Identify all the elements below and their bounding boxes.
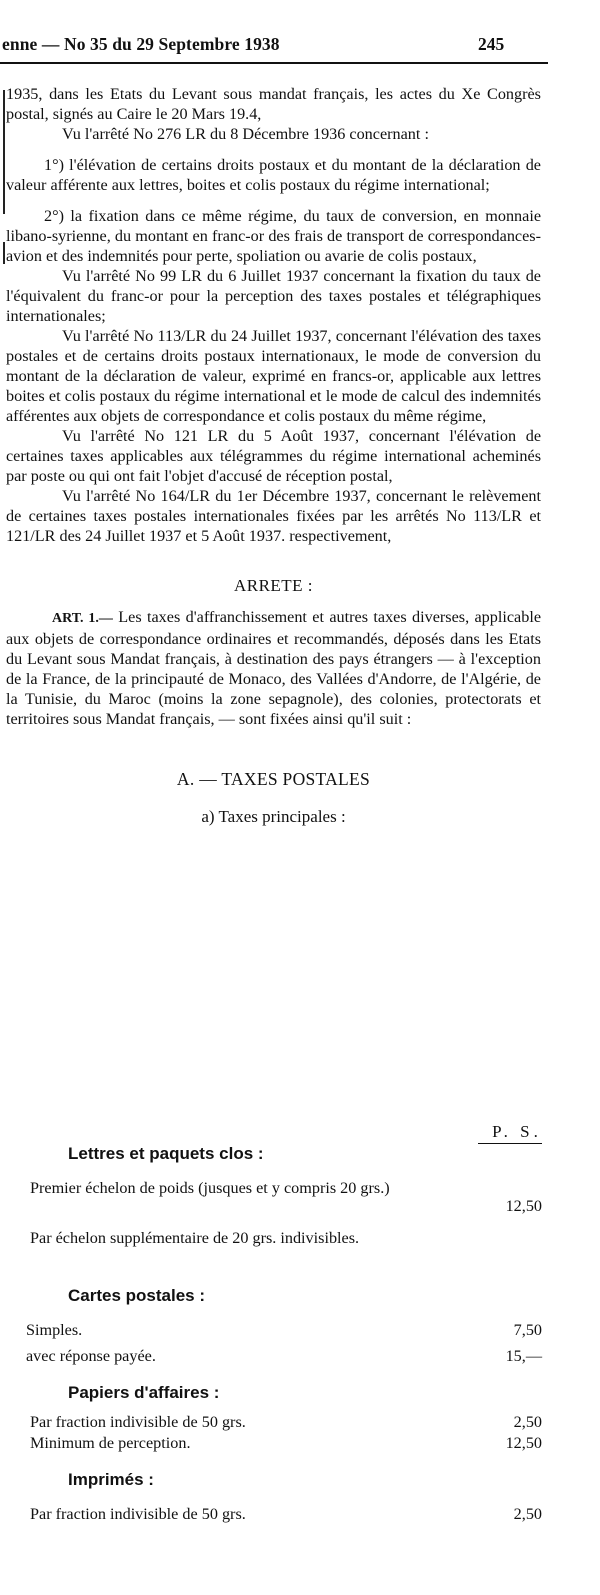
row-value: 7,50 — [513, 1321, 542, 1339]
row-value: 12,50 — [505, 1197, 542, 1215]
subsection-heading: a) Taxes principales : — [201, 807, 346, 826]
group-heading: Cartes postales : — [68, 1286, 205, 1305]
row-value: 2,50 — [513, 1413, 542, 1431]
margin-bar — [3, 242, 5, 264]
paragraph-item-1: 1°) l'élévation de certains droits postaux et du montant de la déclaration de valeur afférente aux lettres, boites et colis postaux du régime international; — [6, 156, 541, 194]
page-header — [0, 28, 548, 64]
section-heading: A. — TAXES POSTALES — [176, 769, 371, 789]
unit-column-header: P. S. — [492, 1122, 542, 1141]
row-label: Minimum de perception. — [30, 1434, 191, 1452]
row-label: Par échelon supplémentaire de 20 grs. indivisibles. — [30, 1229, 360, 1247]
paragraph-item-2: 2°) la fixation dans ce même régime, du taux de conversion, en monnaie libano-syrienne, du montant en franc-or des frais de transport de correspondances-avion et des indemnités pour perte, spoliation ou avarie de colis postaux, — [6, 207, 541, 265]
group-heading: Lettres et paquets clos : — [68, 1144, 264, 1163]
article-text: Les taxes d'affranchissement et autres taxes diverses, applicable aux objets de correspondance ordinaires et recommandés, déposés dans les Etats du Levant sous Mandat français, à destination des pays étrangers — à l'exception de la France, de la principauté de Monaco, des Vallées d'Andorre, de l'Algérie, de la Tunisie, du Maroc (moins la zone sepagnole), des colonies, protectorats et territoires sous Mandat français, — sont fixées ainsi qu'il suit : — [6, 608, 542, 728]
paragraph-vu-164: Vu l'arrêté No 164/LR du 1er Décembre 1937, concernant le relèvement de certaines taxes postales internationales fixées par les arrêtés No 113/LR et 121/LR des 24 Juillet 1937 et 5 Août 1937. respectivement, — [6, 487, 541, 545]
paragraph-continuation: 1935, dans les Etats du Levant sous mandat français, les actes du Xe Congrès postal, signés au Caire le 20 Mars 19.4, — [6, 85, 541, 123]
row-label: Par fraction indivisible de 50 grs. — [30, 1505, 246, 1523]
row-value: 15,— — [505, 1347, 542, 1365]
unit-column-rule — [478, 1143, 542, 1144]
article-label: ART. 1.— — [52, 611, 113, 626]
row-label: Simples. — [26, 1321, 83, 1339]
group-heading: Papiers d'affaires : — [68, 1383, 220, 1402]
paragraph-vu-121: Vu l'arrêté No 121 LR du 5 Août 1937, concernant l'élévation de certaines taxes applicables aux télégrammes du régime international acheminés par poste ou qui ont fait l'objet d'accusé de réception postal, — [6, 427, 541, 485]
paragraph-vu-113: Vu l'arrêté No 113/LR du 24 Juillet 1937, concernant l'élévation des taxes postales et de certains droits postaux internationaux, le mode de conversion du montant de la déclaration de valeur, exprimé en francs-or, applicable aux lettres boites et colis postaux du régime international et le mode de calcul des indemnités afférentes aux objets de correspondance et colis postaux du même régime, — [6, 327, 541, 425]
group-heading: Imprimés : — [68, 1470, 154, 1489]
row-label: Par fraction indivisible de 50 grs. — [30, 1413, 246, 1431]
row-label: avec réponse payée. — [26, 1347, 156, 1365]
article-1 — [6, 607, 541, 729]
paragraph-vu-276: Vu l'arrêté No 276 LR du 8 Décembre 1936 concernant : — [62, 125, 429, 143]
row-value: 2,50 — [513, 1505, 542, 1523]
page-number: 245 — [478, 34, 505, 54]
row-label: Premier échelon de poids (jusques et y compris 20 grs.) — [30, 1179, 390, 1197]
header-rule — [0, 62, 548, 64]
arrete-heading: ARRETE : — [233, 576, 314, 595]
document-body — [6, 84, 541, 827]
margin-bar — [3, 90, 5, 214]
paragraph-vu-99: Vu l'arrêté No 99 LR du 6 Juillet 1937 concernant la fixation du taux de l'équivalent du franc-or pour la perception des taxes postales et télégraphiques internationales; — [6, 267, 541, 325]
running-title: enne — No 35 du 29 Septembre 1938 — [2, 34, 280, 54]
row-value: 12,50 — [505, 1434, 542, 1452]
